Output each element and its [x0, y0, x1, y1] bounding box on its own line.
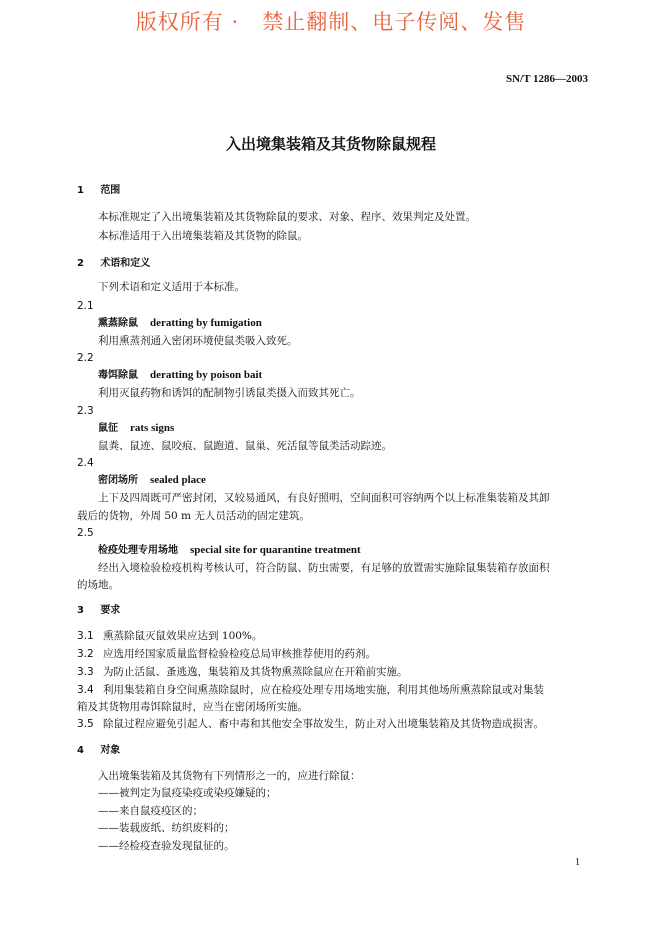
term-number: 2.1: [77, 300, 94, 312]
item-number: 3.5: [77, 718, 94, 730]
term-heading: [98, 368, 262, 383]
term-number: 2.3: [77, 405, 94, 417]
item-text: 为防止活鼠、蚤逃逸，集装箱及其货物熏蒸除鼠应在开箱前实施。: [103, 666, 408, 678]
term-heading: [98, 316, 262, 331]
term-english: deratting by poison bait: [150, 369, 263, 381]
list-item: ——经检疫查验发现鼠征的。: [98, 840, 235, 852]
term-chinese: 检疫处理专用场地: [98, 545, 178, 556]
term-english: special site for quarantine treatment: [190, 544, 361, 556]
page-number: 1: [575, 857, 580, 868]
section-title: 术语和定义: [100, 258, 151, 269]
requirement-item: [77, 683, 544, 697]
item-text: 除鼠过程应避免引起人、畜中毒和其他安全事故发生，防止对入出境集装箱及其货物造成损害。: [103, 718, 545, 730]
section-number: 3: [77, 605, 84, 616]
term-definition: 经出入境检验检疫机构考核认可，符合防鼠、防虫需要，有足够的放置需实施除鼠集装箱存放面积: [98, 562, 550, 574]
term-definition: 利用熏蒸剂通入密闭环境使鼠类吸入致死。: [98, 335, 298, 347]
section-3-heading: [77, 603, 120, 618]
section-1-heading: [77, 183, 120, 198]
item-number: 3.2: [77, 648, 94, 660]
paragraph: 下列术语和定义适用于本标准。: [98, 281, 245, 293]
paragraph: 入出境集装箱及其货物有下列情形之一的，应进行除鼠：: [98, 770, 361, 782]
item-text: 应选用经国家质量监督检验检疫总局审核推荐使用的药剂。: [103, 648, 377, 660]
term-heading: [98, 421, 174, 436]
term-heading: [98, 473, 206, 488]
list-item: ——来自鼠疫疫区的；: [98, 805, 203, 817]
term-number: 2.5: [77, 527, 94, 539]
item-text: 熏蒸除鼠灭鼠效果应达到 100%。: [103, 630, 263, 642]
paragraph: 本标准适用于入出境集装箱及其货物的除鼠。: [98, 230, 308, 242]
copyright-watermark: 版权所有 · 禁止翻制、电子传阅、发售: [135, 10, 527, 34]
section-4-heading: [77, 743, 120, 758]
term-english: sealed place: [150, 474, 206, 486]
standard-code: SN/T 1286—2003: [505, 73, 588, 85]
requirement-item-continued: 箱及其货物用毒饵除鼠时，应当在密闭场所实施。: [77, 701, 308, 713]
term-definition: 鼠粪、鼠迹、鼠咬痕、鼠跑道、鼠巢、死活鼠等鼠类活动踪迹。: [98, 440, 392, 452]
term-english: deratting by fumigation: [150, 317, 262, 329]
term-chinese: 密闭场所: [98, 475, 138, 486]
term-definition: 的场地。: [77, 579, 119, 591]
item-text: 利用集装箱自身空间熏蒸除鼠时，应在检疫处理专用场地实施，利用其他场所熏蒸除鼠或对集装: [103, 684, 545, 696]
requirement-item: [77, 629, 262, 643]
item-number: 3.1: [77, 630, 94, 642]
list-item: ——被判定为鼠疫染疫或染疫嫌疑的；: [98, 787, 277, 799]
list-item: ——装载废纸、纺织废料的；: [98, 822, 235, 834]
term-definition: 上下及四周既可严密封闭，又较易通风，有良好照明，空间面积可容纳两个以上标准集装箱及其卸: [98, 492, 550, 504]
term-chinese: 毒饵除鼠: [98, 370, 138, 381]
item-number: 3.4: [77, 684, 94, 696]
term-english: rats signs: [130, 422, 175, 434]
paragraph: 本标准规定了入出境集装箱及其货物除鼠的要求、对象、程序、效果判定及处置。: [98, 211, 476, 223]
term-definition: 利用灭鼠药物和诱饵的配制物引诱鼠类摄入而致其死亡。: [98, 387, 361, 399]
section-title: 对象: [100, 745, 121, 756]
section-title: 要求: [100, 605, 121, 616]
term-definition: 载后的货物，外周 50 m 无人员活动的固定建筑。: [77, 510, 310, 522]
term-chinese: 熏蒸除鼠: [98, 318, 138, 329]
document-title: 入出境集装箱及其货物除鼠规程: [225, 135, 436, 153]
term-chinese: 鼠征: [98, 423, 118, 434]
term-number: 2.2: [77, 352, 94, 364]
requirement-item: [77, 665, 408, 679]
section-number: 2: [77, 258, 84, 269]
section-2-heading: [77, 256, 150, 271]
term-heading: [98, 543, 361, 558]
section-title: 范围: [100, 185, 121, 196]
section-number: 1: [77, 185, 84, 196]
term-number: 2.4: [77, 457, 94, 469]
requirement-item: [77, 717, 544, 731]
section-number: 4: [77, 745, 84, 756]
requirement-item: [77, 647, 376, 661]
item-number: 3.3: [77, 666, 94, 678]
